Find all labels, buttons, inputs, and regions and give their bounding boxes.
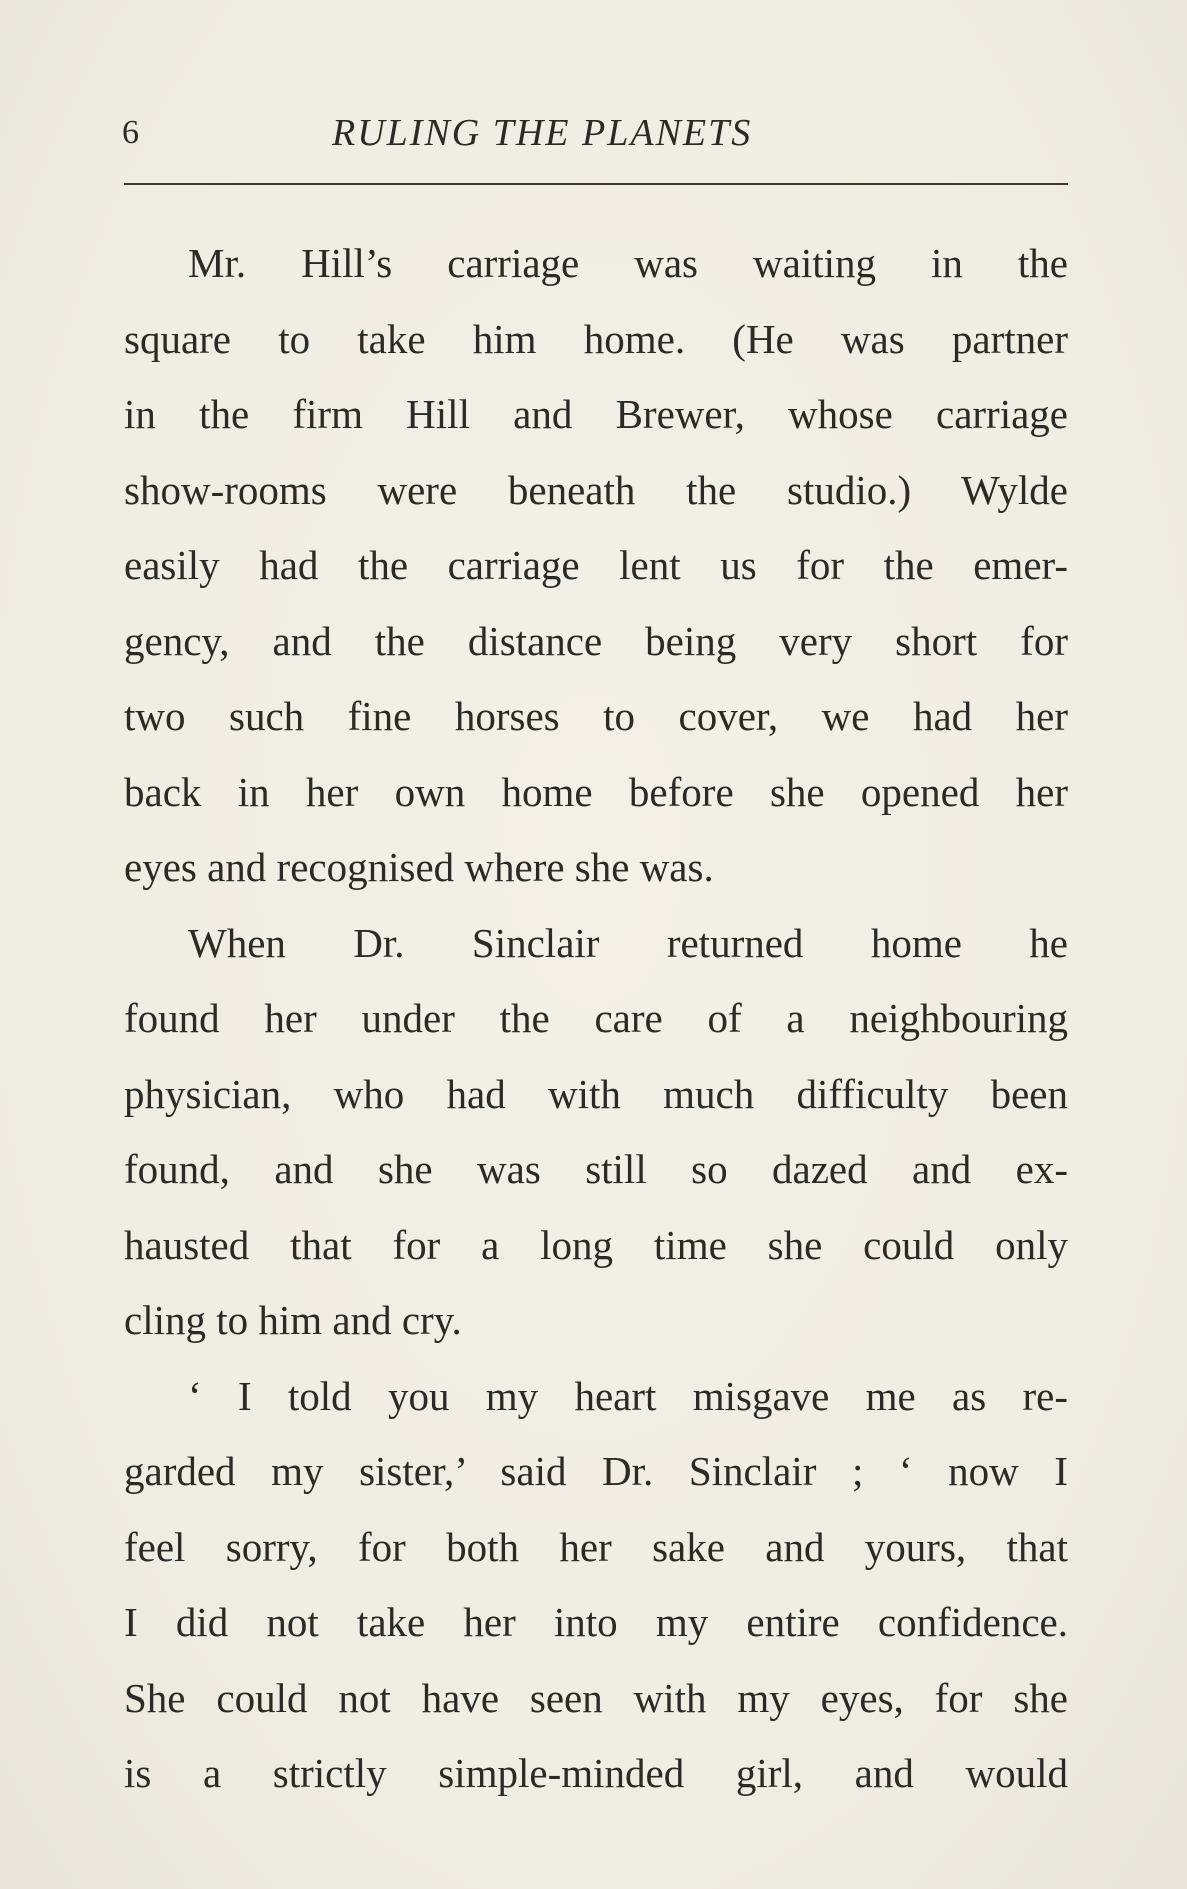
text-line: is a strictly simple-minded girl, and would (124, 1750, 1068, 1796)
text-line: found her under the care of a neighbouring (124, 995, 1068, 1041)
text-line: eyes and recognised where she was. (124, 844, 714, 890)
running-head (122, 108, 1068, 158)
text-line: easily had the carriage lent us for the emer- (124, 542, 1068, 588)
text-line: She could not have seen with my eyes, for she (124, 1674, 1068, 1721)
text-line: cling to him and cry. (124, 1297, 462, 1343)
text-line: When Dr. Sinclair returned home he (188, 919, 1068, 966)
text-line: in the firm Hill and Brewer, whose carriage (124, 391, 1068, 437)
body-text (124, 226, 1068, 1812)
running-title: RULING THE PLANETS (332, 112, 753, 154)
text-line: back in her own home before she opened her (124, 768, 1068, 815)
text-line: Mr. Hill’s carriage was waiting in the (188, 240, 1068, 286)
header-rule (124, 183, 1068, 185)
text-line: feel sorry, for both her sake and yours, that (124, 1523, 1068, 1570)
text-line: I did not take her into my entire confidence. (124, 1599, 1068, 1645)
text-line: found, and she was still so dazed and ex- (124, 1146, 1068, 1192)
text-line: gency, and the distance being very short for (124, 617, 1068, 664)
text-line: show-rooms were beneath the studio.) Wylde (124, 466, 1068, 513)
text-line: physician, who had with much difficulty been (124, 1070, 1068, 1117)
text-line: two such fine horses to cover, we had her (124, 693, 1068, 739)
page-number: 6 (122, 114, 139, 151)
text-line: ‘ I told you my heart misgave me as re- (188, 1372, 1068, 1419)
text-line: square to take him home. (He was partner (124, 315, 1068, 362)
text-line: hausted that for a long time she could only (124, 1221, 1068, 1268)
text-line: garded my sister,’ said Dr. Sinclair ; ‘ now I (124, 1448, 1068, 1494)
